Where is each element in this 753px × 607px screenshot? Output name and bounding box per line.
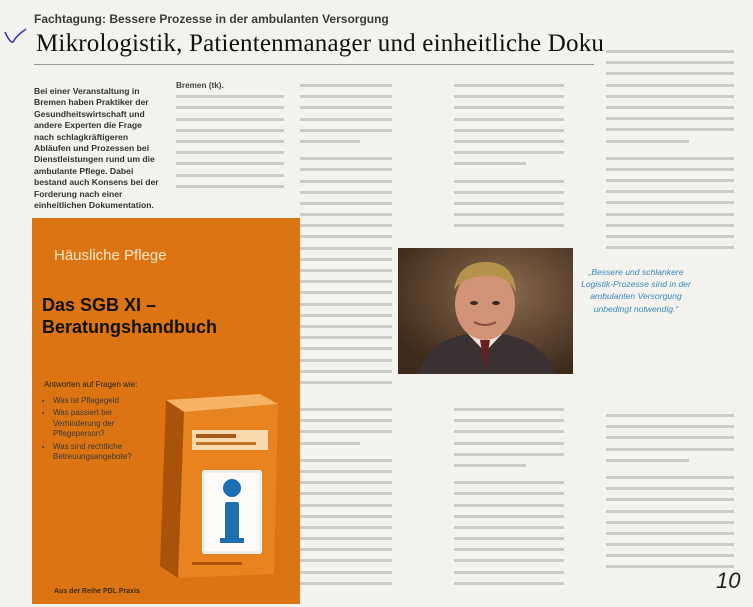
illegible-text-line — [606, 220, 734, 231]
article-column-1 — [176, 80, 284, 192]
illegible-text-line — [454, 209, 564, 220]
illegible-text-line — [300, 477, 392, 488]
portrait-image — [398, 248, 573, 374]
pull-quote — [576, 266, 696, 315]
illegible-text-line — [176, 102, 284, 113]
illegible-text-line — [300, 355, 392, 366]
illegible-text-line — [300, 209, 392, 220]
book-series-title — [54, 248, 294, 264]
pull-quote-text: „Bessere und schlankere Logistik-Prozesse sind in der ambulanten Versorgung unbedingt notwendig.“ — [581, 267, 691, 314]
illegible-text-line — [454, 544, 564, 555]
illegible-text-line — [454, 114, 564, 125]
article-kicker: Fachtagung: Bessere Prozesse in der ambulanten Versorgung — [34, 12, 389, 26]
illegible-text-line — [606, 136, 734, 147]
illegible-text-line — [300, 136, 392, 147]
illegible-text-line — [176, 114, 284, 125]
illegible-text-line — [300, 500, 392, 511]
illegible-text-line — [606, 231, 734, 242]
illegible-text-line — [606, 68, 734, 79]
illegible-text-line — [300, 198, 392, 209]
headline-divider — [34, 64, 594, 65]
book-cover-image — [132, 386, 298, 582]
illegible-text-line — [454, 488, 564, 499]
illegible-text-line — [454, 158, 564, 169]
illegible-text-line — [300, 102, 392, 113]
illegible-text-line — [176, 181, 284, 192]
illegible-text-line — [300, 511, 392, 522]
illegible-text-line — [300, 366, 392, 377]
portrait-photo — [398, 248, 573, 374]
book-teaser-item: • Was sind rechtliche Betreuungsangebote? — [53, 442, 144, 463]
illegible-text-line — [300, 455, 392, 466]
illegible-text-line — [300, 276, 392, 287]
illegible-text-line — [300, 176, 392, 187]
illegible-text-line — [300, 91, 392, 102]
illegible-text-line — [454, 102, 564, 113]
illegible-text-line — [454, 80, 564, 91]
illegible-text-line — [454, 147, 564, 158]
illegible-text-line — [454, 555, 564, 566]
illegible-text-line — [300, 310, 392, 321]
book-series-footer: Aus der Reihe PDL Praxis — [54, 588, 140, 595]
illegible-text-line — [454, 415, 564, 426]
illegible-text-line — [300, 265, 392, 276]
illegible-text-line — [300, 114, 392, 125]
article-column-4 — [606, 46, 734, 253]
article-column-4-lower — [606, 410, 734, 573]
illegible-text-line — [606, 455, 734, 466]
illegible-text-line — [454, 500, 564, 511]
illegible-text-line — [606, 175, 734, 186]
article-intro: Bei einer Veranstaltung in Bremen haben Praktiker der Gesundheitswirtschaft und andere Experten die Frage nach schlagkräftigeren Abläufen und Prozessen bei Dienstleistungen rund um die ambulante Pflege. Dabei bestand auch Konsens bei der Forderung nach einer einheitlichen Dokumentation. — [34, 86, 159, 211]
illegible-text-line — [300, 544, 392, 555]
column-dateline: Bremen (tk). — [176, 81, 224, 90]
illegible-text-line — [606, 80, 734, 91]
illegible-text-line — [300, 153, 392, 164]
illegible-text-line — [606, 421, 734, 432]
book-teaser-item: • Was ist Pflegegeld — [53, 396, 144, 407]
illegible-text-line — [300, 243, 392, 254]
illegible-text-line — [454, 176, 564, 187]
illegible-text-line — [606, 494, 734, 505]
illegible-text-line — [300, 555, 392, 566]
illegible-text-line — [454, 578, 564, 589]
illegible-text-line — [606, 242, 734, 253]
book-teaser-item: • Was passiert bei Verhinderung der Pflegeperson? — [53, 408, 144, 440]
illegible-text-line — [606, 153, 734, 164]
illegible-text-line — [300, 164, 392, 175]
illegible-text-line — [606, 506, 734, 517]
book-advertisement — [32, 218, 300, 604]
illegible-text-line — [454, 477, 564, 488]
book-title: Das SGB XI – Beratungshandbuch — [42, 295, 218, 337]
illegible-text-line — [454, 567, 564, 578]
illegible-text-line — [300, 522, 392, 533]
illegible-text-line — [300, 299, 392, 310]
article-column-2 — [300, 80, 392, 388]
illegible-text-line — [606, 57, 734, 68]
book-series-label: Häusliche Pflege — [54, 247, 167, 264]
illegible-text-line — [300, 231, 392, 242]
illegible-text-line — [176, 170, 284, 181]
illegible-text-line — [300, 567, 392, 578]
illegible-text-line — [300, 578, 392, 589]
illegible-text-line — [454, 426, 564, 437]
illegible-text-line — [300, 220, 392, 231]
illegible-text-line — [454, 533, 564, 544]
illegible-text-line — [176, 147, 284, 158]
illegible-text-line — [606, 528, 734, 539]
illegible-text-line — [300, 404, 392, 415]
illegible-text-line — [454, 220, 564, 231]
illegible-text-line — [606, 186, 734, 197]
illegible-text-line — [300, 488, 392, 499]
article-headline: Mikrologistik, Patientenmanager und einheitliche Doku — [36, 30, 605, 57]
illegible-text-line — [606, 113, 734, 124]
illegible-text-line — [606, 550, 734, 561]
illegible-text-line — [454, 460, 564, 471]
illegible-text-line — [300, 332, 392, 343]
illegible-text-line — [454, 198, 564, 209]
illegible-text-line — [606, 197, 734, 208]
illegible-text-line — [300, 415, 392, 426]
illegible-text-line — [606, 483, 734, 494]
illegible-text-line — [606, 472, 734, 483]
illegible-text-line — [454, 136, 564, 147]
illegible-text-line — [454, 438, 564, 449]
illegible-text-line — [606, 410, 734, 421]
illegible-text-line — [606, 432, 734, 443]
illegible-text-line — [454, 187, 564, 198]
illegible-text-line — [300, 254, 392, 265]
handwritten-check-mark — [2, 26, 30, 46]
illegible-text-line — [300, 80, 392, 91]
illegible-text-line — [454, 449, 564, 460]
illegible-text-line — [300, 438, 392, 449]
illegible-text-line — [454, 91, 564, 102]
illegible-text-line — [606, 164, 734, 175]
illegible-text-line — [300, 377, 392, 388]
illegible-text-line — [606, 444, 734, 455]
illegible-text-line — [454, 522, 564, 533]
illegible-text-line — [606, 124, 734, 135]
illegible-text-line — [176, 136, 284, 147]
illegible-text-line — [176, 91, 284, 102]
book-teaser-lead: Antworten auf Fragen wie: — [44, 380, 138, 389]
illegible-text-line — [454, 125, 564, 136]
illegible-text-line — [454, 404, 564, 415]
article-column-3-lower — [454, 404, 564, 589]
book-teaser — [44, 380, 144, 465]
article-column-2-lower — [300, 404, 392, 589]
illegible-text-line — [176, 125, 284, 136]
illegible-text-line — [606, 517, 734, 528]
illegible-text-line — [300, 533, 392, 544]
illegible-text-line — [300, 426, 392, 437]
illegible-text-line — [606, 209, 734, 220]
illegible-text-line — [606, 91, 734, 102]
illegible-text-line — [606, 539, 734, 550]
illegible-text-line — [454, 511, 564, 522]
illegible-text-line — [300, 343, 392, 354]
illegible-text-line — [606, 102, 734, 113]
article-column-3 — [454, 80, 564, 231]
illegible-text-line — [300, 287, 392, 298]
illegible-text-line — [300, 125, 392, 136]
illegible-text-line — [300, 187, 392, 198]
illegible-text-line — [176, 158, 284, 169]
illegible-text-line — [606, 46, 734, 57]
handwritten-page-number: 10 — [716, 568, 741, 593]
illegible-text-line — [300, 321, 392, 332]
illegible-text-line — [300, 466, 392, 477]
illegible-text-line — [606, 561, 734, 572]
